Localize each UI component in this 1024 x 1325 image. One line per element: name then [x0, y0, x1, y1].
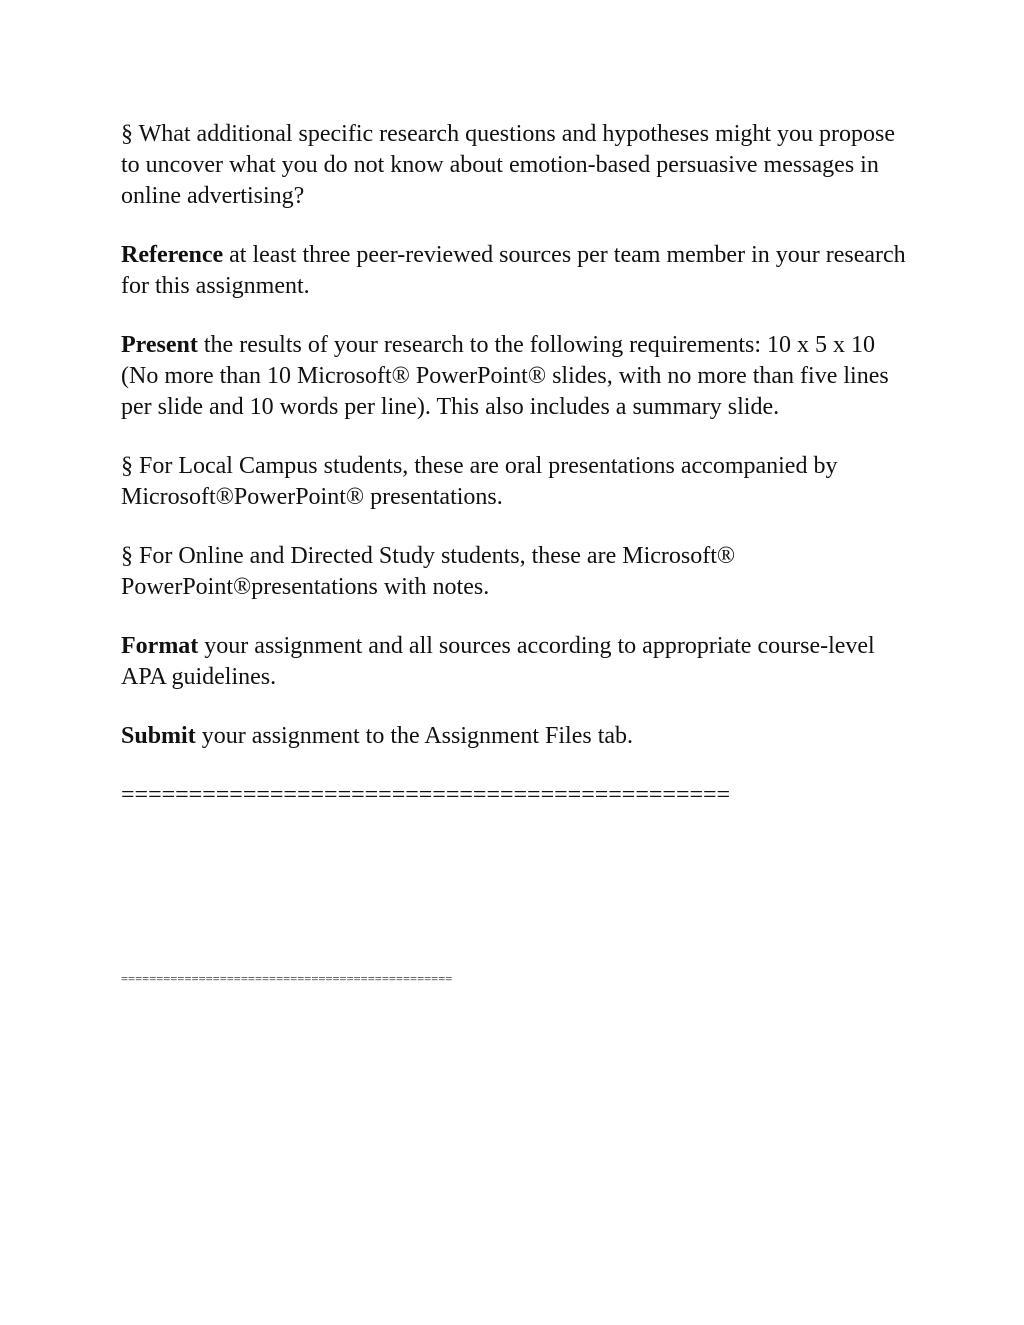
paragraph-submit — [121, 721, 911, 752]
paragraph-lead-submit: Submit — [121, 723, 196, 749]
paragraph-text: § For Local Campus students, these are oral presentations accompanied by Microsoft®PowerPoint® presentations. — [121, 453, 838, 510]
document-body — [121, 119, 911, 811]
paragraph-format — [121, 631, 911, 693]
paragraph-text: § What additional specific research questions and hypotheses might you propose to uncover what you do not know about emotion-based persuasive messages in online advertising? — [121, 121, 896, 209]
paragraph-text: the results of your research to the following requirements: 10 x 5 x 10 (No more than 10 Microsoft® PowerPoint® slides, with no more than five lines per slide and 10 words per line). This also includes a summary slide. — [121, 332, 889, 420]
paragraph-reference — [121, 240, 911, 302]
paragraph-text: your assignment and all sources according to appropriate course-level APA guidelines. — [121, 633, 875, 690]
paragraph-lead-format: Format — [121, 633, 199, 659]
paragraph-lead-reference: Reference — [121, 242, 224, 268]
paragraph-research-questions — [121, 119, 911, 212]
paragraph-text: § For Online and Directed Study students, these are Microsoft® PowerPoint®presentations with notes. — [121, 543, 736, 600]
paragraph-text: at least three peer-reviewed sources per team member in your research for this assignment. — [121, 242, 906, 299]
paragraph-present — [121, 330, 911, 423]
paragraph-online-study — [121, 541, 911, 603]
separator-large: ============================================= — [121, 782, 731, 808]
paragraph-local-campus — [121, 451, 911, 513]
separator-small: =============================================== — [121, 972, 453, 986]
paragraph-lead-present: Present — [121, 332, 198, 358]
paragraph-text: your assignment to the Assignment Files tab. — [195, 723, 634, 749]
